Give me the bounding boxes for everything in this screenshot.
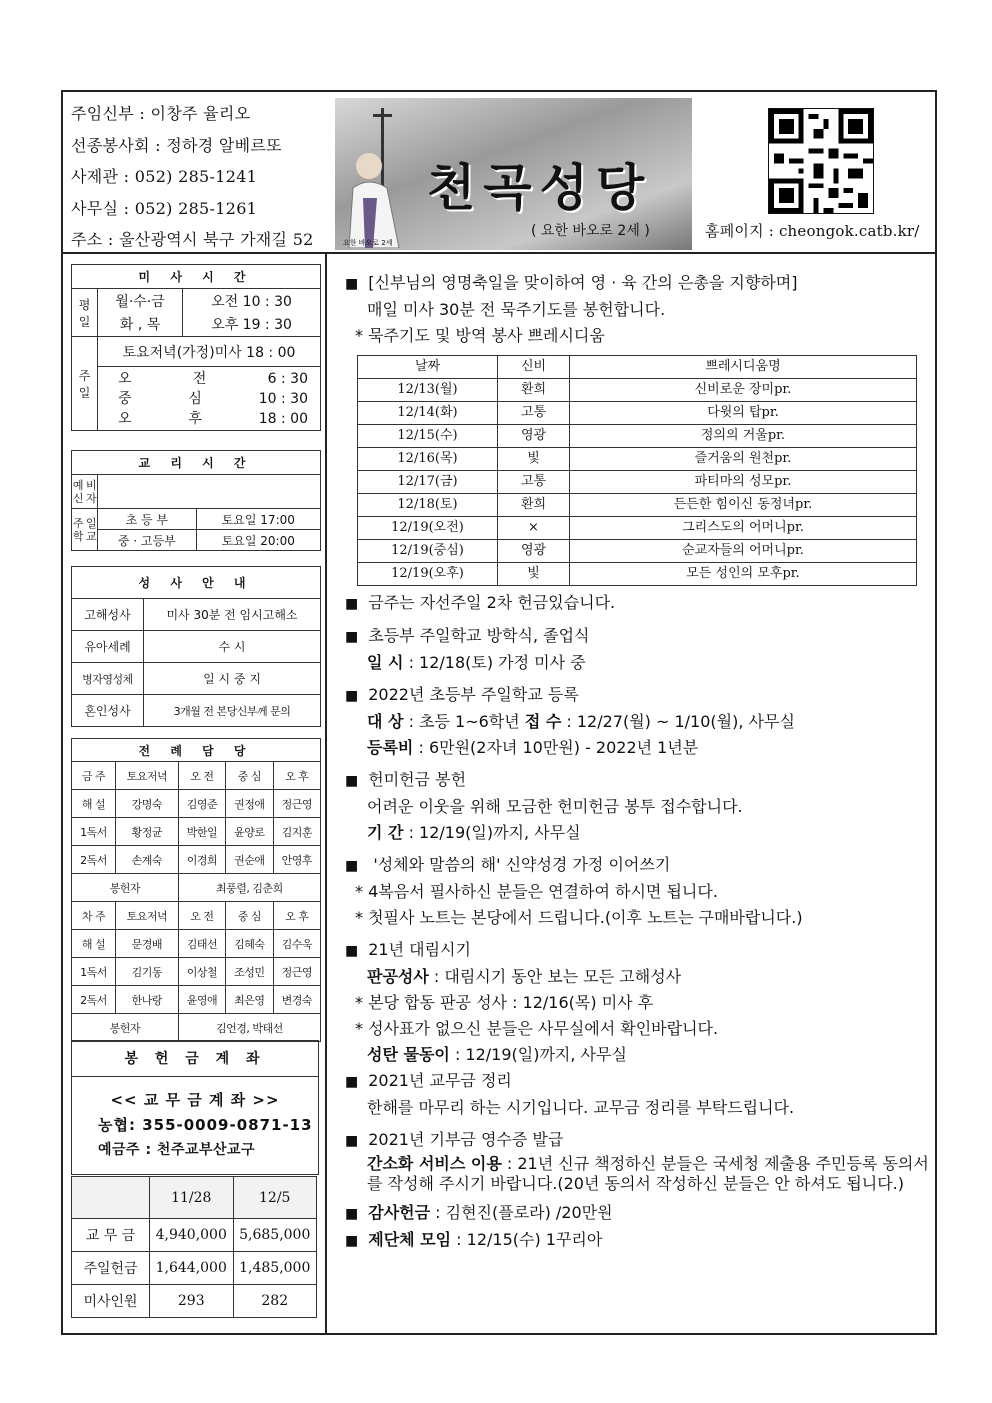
account-holder: 예금주 : 천주교부산교구 <box>98 1142 256 1158</box>
church-info <box>71 98 333 256</box>
fin-r3-label: 미사인원 <box>72 1285 150 1318</box>
tw-r3-c2: 이경희 <box>178 846 225 874</box>
notice-3-detail <box>345 650 930 676</box>
sched-1-mystery: 환희 <box>498 379 570 402</box>
sacrament-4-value: 3개월 전 본당신부께 문의 <box>144 695 321 727</box>
n5b-value: : 12/19(일)까지, 사무실 <box>403 823 581 842</box>
fin-r1-v2: 5,685,000 <box>233 1219 317 1252</box>
tw-offering: 최풍렬, 김춘희 <box>178 874 320 902</box>
sunday-label: 주 일 <box>72 337 98 431</box>
nw-r2-c1: 김기동 <box>116 958 179 986</box>
notice-6-title: ■ '성체와 말씀의 해' 신약성경 가정 이어쓰기 <box>345 852 930 879</box>
notice-11 <box>345 1227 930 1254</box>
sched-8-name: 순교자들의 어머니pr. <box>570 540 917 563</box>
sched-5-name: 파티마의 성모pr. <box>570 471 917 494</box>
n4b-label: 접 수 <box>524 712 562 731</box>
nw-offering-label: 봉헌자 <box>72 1014 179 1042</box>
tw-r1-role: 해 설 <box>72 790 116 818</box>
finance-date-1: 11/28 <box>150 1177 234 1219</box>
qr-code-icon[interactable] <box>768 108 874 214</box>
notice-5-title: ■ 헌미헌금 봉헌 <box>345 767 930 794</box>
notice-6-b: * 첫필사 노트는 본당에서 드립니다.(이후 노트는 구매바랍니다.) <box>355 908 803 927</box>
account-number: 농협: 355-0009-0871-13 <box>98 1116 313 1134</box>
notice-5-body: 어려운 이웃을 위해 모금한 헌미헌금 봉투 접수합니다. <box>367 797 743 816</box>
account-heading: << 교 무 금 계 좌 >> <box>110 1091 280 1109</box>
tw-r3-c3: 권순애 <box>226 846 273 874</box>
nw-r1-c3: 김혜숙 <box>226 930 273 958</box>
finance-corner <box>72 1177 150 1219</box>
sunday-2c: 10 : 30 <box>258 390 308 407</box>
liturgy-table <box>71 738 321 1042</box>
sacrament-2-label: 유아세례 <box>72 631 144 663</box>
address: 주소 : 울산광역시 북구 가재길 52 <box>71 230 314 249</box>
sched-8-date: 12/19(중심) <box>358 540 498 563</box>
n4c-label: 등록비 <box>367 738 414 757</box>
n10-label: 감사헌금 <box>368 1203 431 1222</box>
n3a-value: : 12/18(토) 가정 미사 중 <box>403 653 586 672</box>
column-divider <box>325 254 327 1335</box>
sched-4-date: 12/16(목) <box>358 448 498 471</box>
pope-photo-icon <box>343 108 409 248</box>
sched-3-mystery: 영광 <box>498 425 570 448</box>
n4a-label: 대 상 <box>367 712 404 731</box>
tw-col-2: 오 전 <box>178 762 225 790</box>
nw-col-1: 토요저녁 <box>116 902 179 930</box>
fin-r2-v2: 1,485,000 <box>233 1252 317 1285</box>
tw-r3-c1: 손계숙 <box>116 846 179 874</box>
mass-times-table <box>71 264 321 431</box>
sacrament-3-value: 일 시 중 지 <box>144 663 321 695</box>
notice-9-body <box>345 1154 930 1194</box>
sunday-2b: 심 <box>188 390 202 407</box>
sched-5-mystery: 고통 <box>498 471 570 494</box>
n7d-value: : 12/19(일)까지, 사무실 <box>449 1045 627 1064</box>
sunday-3a: 오 <box>118 410 132 427</box>
sunday-3c: 18 : 00 <box>258 410 308 427</box>
sched-3-name: 정의의 거울pr. <box>570 425 917 448</box>
nw-r2-role: 1독서 <box>72 958 116 986</box>
church-name: 천곡성당 <box>427 159 653 217</box>
sched-6-mystery: 환희 <box>498 494 570 517</box>
notice-1-note: * 묵주기도 및 방역 봉사 쁘레시디움 <box>355 326 605 345</box>
elementary-time: 토요일 17:00 <box>196 509 320 530</box>
sunday-1c: 6 : 30 <box>267 370 308 387</box>
weekday-time-1: 오전 10 : 30 <box>183 289 321 313</box>
nw-r1-c2: 김태선 <box>178 930 225 958</box>
n3a-label: 일 시 <box>367 653 404 672</box>
nw-col-2: 오 전 <box>178 902 225 930</box>
tw-r1-c4: 정근영 <box>273 790 320 818</box>
tw-offering-label: 봉헌자 <box>72 874 179 902</box>
n9a-value: : 21년 신규 책정하신 분들은 국세청 제출용 주민등록 동의서를 작성해 주시기 바랍니다.(20년 동의서 작성하신 분들은 안 하셔도 됩니다.) <box>367 1154 929 1193</box>
sched-9-name: 모든 성인의 모후pr. <box>570 563 917 586</box>
n10-value: : 김현진(플로라) /20만원 <box>430 1203 613 1222</box>
notice-7-b: * 본당 합동 판공 성사 : 12/16(목) 미사 후 <box>355 993 654 1012</box>
elementary-label: 초 등 부 <box>98 509 197 530</box>
nw-r3-c2: 윤영애 <box>178 986 225 1014</box>
church-banner <box>335 98 692 250</box>
nw-col-3: 중 심 <box>226 902 273 930</box>
weekday-days-2: 화 , 목 <box>98 313 183 337</box>
tw-r3-c4: 안영후 <box>273 846 320 874</box>
sacrament-1-value: 미사 30분 전 임시고해소 <box>144 599 321 631</box>
notice-4-detail <box>345 709 930 735</box>
fin-r2-v1: 1,644,000 <box>150 1252 234 1285</box>
nw-r3-role: 2독서 <box>72 986 116 1014</box>
notice-8-body: 한해를 마무리 하는 시기입니다. 교무금 정리를 부탁드립니다. <box>367 1098 795 1117</box>
notice-8-title: ■ 2021년 교무금 정리 <box>345 1068 930 1095</box>
mass-times-title: 미 사 시 간 <box>72 265 321 289</box>
sunday-1b: 전 <box>192 370 207 387</box>
sunday-2a: 중 <box>118 390 132 407</box>
tw-r2-c4: 김지훈 <box>273 818 320 846</box>
notice-1-title: ■ [신부님의 영명축일을 맞이하여 영 · 육 간의 은총을 지향하며] <box>345 270 930 297</box>
school-label: 주 일 학 교 <box>72 509 98 551</box>
tw-r1-c3: 권정애 <box>226 790 273 818</box>
finance-table <box>71 1176 317 1318</box>
nw-r2-c3: 조성민 <box>226 958 273 986</box>
catechism-title: 교 리 시 간 <box>72 451 321 475</box>
notice-1-body: 매일 미사 30분 전 묵주기도를 봉헌합니다. <box>367 300 666 319</box>
nw-r1-c4: 김수욱 <box>273 930 320 958</box>
catechumen-empty <box>98 475 321 509</box>
tw-col-1: 토요저녁 <box>116 762 179 790</box>
notice-7-title: ■ 21년 대림시기 <box>345 937 930 964</box>
fin-r3-v2: 282 <box>233 1285 317 1318</box>
notices <box>345 270 930 1254</box>
nw-r3-c1: 한나랑 <box>116 986 179 1014</box>
sched-2-date: 12/14(화) <box>358 402 498 425</box>
fin-r1-v1: 4,940,000 <box>150 1219 234 1252</box>
sched-1-date: 12/13(월) <box>358 379 498 402</box>
sched-7-mystery: × <box>498 517 570 540</box>
notice-3-title: ■ 초등부 주일학교 방학식, 졸업식 <box>345 623 930 650</box>
sched-6-date: 12/18(토) <box>358 494 498 517</box>
homepage-link[interactable]: 홈페이지 : cheongok.catb.kr/ <box>705 222 920 240</box>
notice-5-period <box>345 820 930 846</box>
sched-2-name: 다윗의 탑pr. <box>570 402 917 425</box>
saturday-mass: 토요저녁(가정)미사 18 : 00 <box>98 337 321 367</box>
nw-r3-c4: 변경숙 <box>273 986 320 1014</box>
sacrament-4-label: 혼인성사 <box>72 695 144 727</box>
weekday-time-2: 오후 19 : 30 <box>183 313 321 337</box>
sacrament-2-value: 수 시 <box>144 631 321 663</box>
catechumen-label: 예 비 신 자 <box>72 475 98 509</box>
offering-account-title: 봉 헌 금 계 좌 <box>72 1041 318 1077</box>
notice-2: ■ 금주는 자선주일 2차 헌금있습니다. <box>345 590 930 617</box>
tw-r1-c1: 강명숙 <box>116 790 179 818</box>
sched-6-name: 든든한 힘이신 동정녀pr. <box>570 494 917 517</box>
tw-col-3: 중 심 <box>226 762 273 790</box>
secondary-time: 토요일 20:00 <box>196 530 320 551</box>
notice-10 <box>345 1200 930 1227</box>
n4c-value: : 6만원(2자녀 10만원) - 2022년 1년분 <box>413 738 699 757</box>
photo-caption: 요한 바오로 2세 <box>343 239 393 247</box>
sched-5-date: 12/17(금) <box>358 471 498 494</box>
tw-col-4: 오 후 <box>273 762 320 790</box>
n4b-value: : 12/27(월) ~ 1/10(월), 사무실 <box>561 712 795 731</box>
sacraments-table <box>71 566 321 727</box>
notice-4-title: ■ 2022년 초등부 주일학교 등록 <box>345 682 930 709</box>
deacon: 선종봉사회 : 정하경 알베르또 <box>71 135 282 155</box>
sacrament-1-label: 고해성사 <box>72 599 144 631</box>
next-week-label: 차 주 <box>72 902 116 930</box>
sched-9-mystery: 빛 <box>498 563 570 586</box>
sched-9-date: 12/19(오후) <box>358 563 498 586</box>
tw-r2-c1: 황정균 <box>116 818 179 846</box>
sched-head-date: 날짜 <box>358 356 498 379</box>
n11-value: : 12/15(수) 1꾸리아 <box>451 1230 603 1249</box>
fin-r2-label: 주일헌금 <box>72 1252 150 1285</box>
nw-r2-c2: 이상철 <box>178 958 225 986</box>
patron-saint: ( 요한 바오로 2세 ) <box>531 223 650 239</box>
liturgy-title: 전 례 담 당 <box>72 739 321 762</box>
sched-2-mystery: 고통 <box>498 402 570 425</box>
header <box>63 92 935 254</box>
sacraments-title: 성 사 안 내 <box>72 567 321 599</box>
n7a-label: 판공성사 <box>367 967 429 986</box>
nw-offering: 김언경, 박태선 <box>178 1014 320 1042</box>
tw-r3-role: 2독서 <box>72 846 116 874</box>
notice-7-d <box>345 1042 930 1068</box>
secondary-label: 중 · 고등부 <box>98 530 197 551</box>
sacrament-3-label: 병자영성체 <box>72 663 144 695</box>
n7a-value: : 대림시기 동안 보는 모든 고해성사 <box>428 967 682 986</box>
fin-r1-label: 교 무 금 <box>72 1219 150 1252</box>
tw-r1-c2: 김영준 <box>178 790 225 818</box>
sched-7-date: 12/19(오전) <box>358 517 498 540</box>
finance-date-2: 12/5 <box>233 1177 317 1219</box>
n11-label: 제단체 모임 <box>368 1230 452 1249</box>
nw-r1-c1: 문경배 <box>116 930 179 958</box>
this-week-label: 금 주 <box>72 762 116 790</box>
sched-1-name: 신비로운 장미pr. <box>570 379 917 402</box>
rosary-schedule-table <box>357 355 917 586</box>
tw-r2-c3: 윤양로 <box>226 818 273 846</box>
notice-9-title: ■ 2021년 기부금 영수증 발급 <box>345 1127 930 1154</box>
sched-head-praesidium: 쁘레시디움명 <box>570 356 917 379</box>
offering-account-box <box>71 1040 319 1175</box>
sched-4-name: 즐거움의 원천pr. <box>570 448 917 471</box>
notice-6-a: * 4복음서 필사하신 분들은 연결하여 하시면 됩니다. <box>355 882 718 901</box>
fin-r3-v1: 293 <box>150 1285 234 1318</box>
n9a-label: 간소화 서비스 이용 <box>367 1154 502 1173</box>
notice-7-a <box>345 964 930 990</box>
catechism-table <box>71 450 321 551</box>
notice-7-c: * 성사표가 없으신 분들은 사무실에서 확인바랍니다. <box>355 1019 719 1038</box>
nw-r2-c4: 정근영 <box>273 958 320 986</box>
rectory-phone: 사제관 : 052) 285-1241 <box>71 167 258 186</box>
sched-8-mystery: 영광 <box>498 540 570 563</box>
sched-4-mystery: 빛 <box>498 448 570 471</box>
bulletin-frame <box>61 90 937 1335</box>
n7d-label: 성탄 물동이 <box>367 1045 450 1064</box>
sched-7-name: 그리스도의 어머니pr. <box>570 517 917 540</box>
nw-r3-c3: 최은영 <box>226 986 273 1014</box>
weekday-days-1: 월·수·금 <box>98 289 183 313</box>
sched-head-mystery: 신비 <box>498 356 570 379</box>
sunday-1a: 오 <box>118 370 132 387</box>
sunday-3b: 후 <box>188 410 202 427</box>
sched-3-date: 12/15(수) <box>358 425 498 448</box>
weekday-label: 평 일 <box>72 289 98 337</box>
n4a-value: : 초등 1~6학년 <box>403 712 525 731</box>
nw-r1-role: 해 설 <box>72 930 116 958</box>
tw-r2-c2: 박한일 <box>178 818 225 846</box>
pastor: 주임신부 : 이창주 율리오 <box>71 104 251 123</box>
tw-r2-role: 1독서 <box>72 818 116 846</box>
nw-col-4: 오 후 <box>273 902 320 930</box>
sunday-times <box>98 367 321 431</box>
office-phone: 사무실 : 052) 285-1261 <box>71 198 258 218</box>
notice-4-fee <box>345 735 930 761</box>
n5b-label: 기 간 <box>367 823 404 842</box>
